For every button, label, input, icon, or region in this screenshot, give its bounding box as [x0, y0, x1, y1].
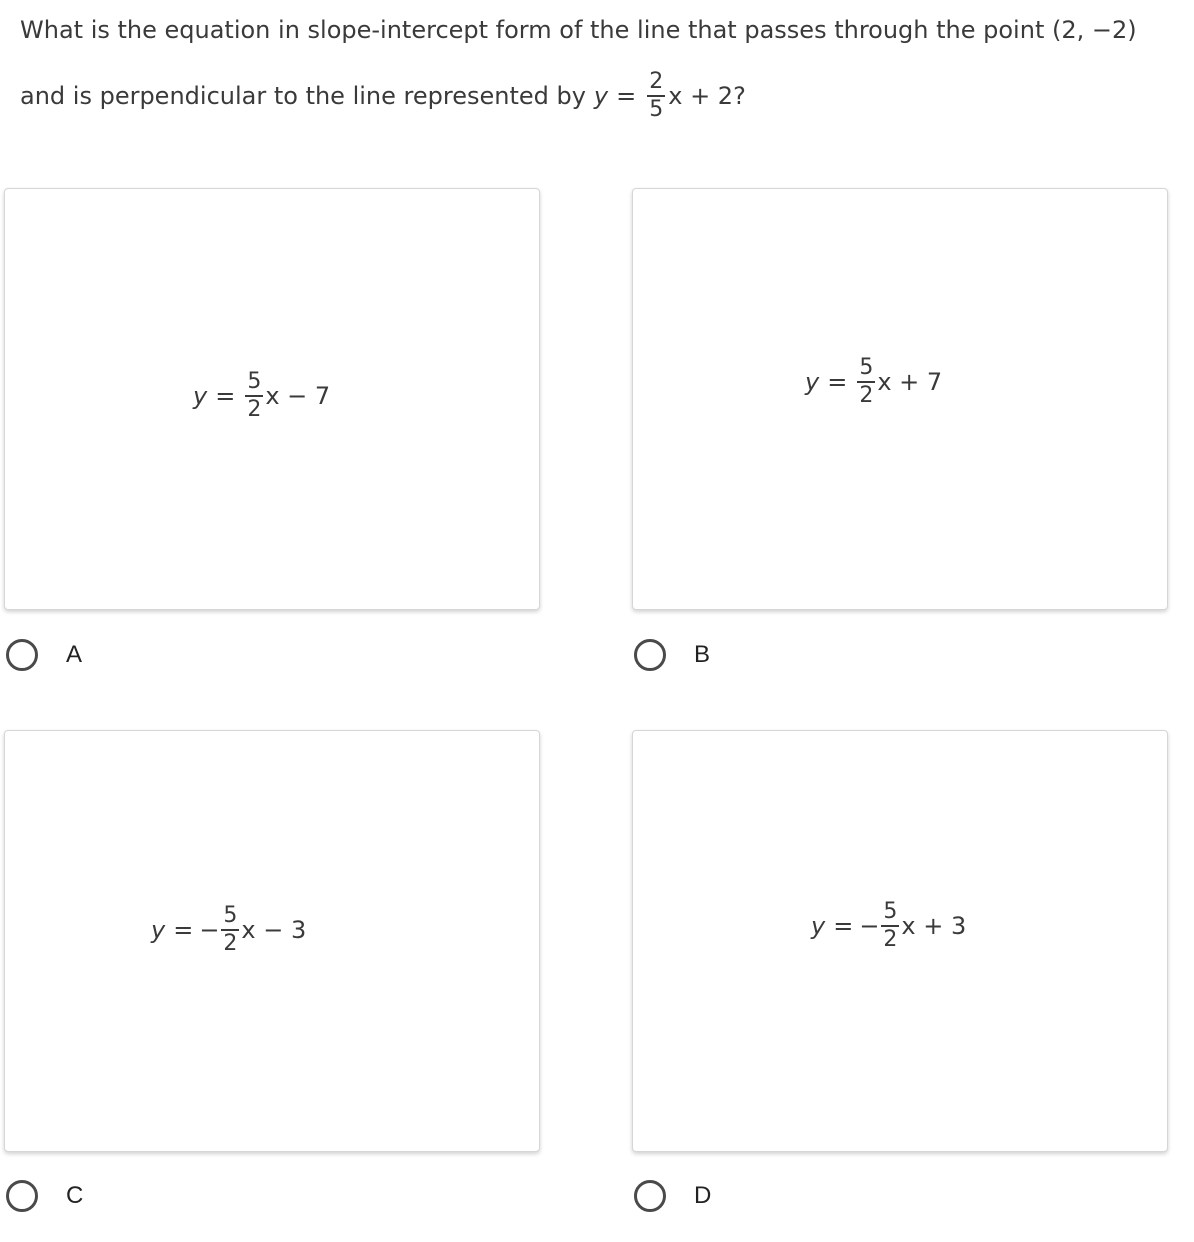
- equation-equals: =: [215, 382, 236, 410]
- equation-lhs: y: [193, 382, 208, 410]
- equation-fraction: [857, 357, 875, 407]
- radio-button-c[interactable]: [6, 1180, 38, 1212]
- equation-rest: x − 3: [241, 916, 307, 944]
- radio-button-b[interactable]: [634, 639, 666, 671]
- given-equation-lhs: y: [593, 82, 609, 110]
- option-d-label: D: [694, 1182, 712, 1209]
- given-equation-equals: =: [616, 82, 637, 110]
- answer-card-b[interactable]: [632, 188, 1168, 610]
- equation-sign: −: [859, 912, 880, 940]
- equation-sign: −: [199, 916, 220, 944]
- question-line-1: What is the equation in slope-intercept form of the line that passes through the point (2, −2): [20, 16, 1137, 44]
- equation-lhs: y: [151, 916, 166, 944]
- equation-equals: =: [173, 916, 194, 944]
- option-b-label: B: [694, 641, 711, 668]
- option-a-label: A: [66, 641, 83, 668]
- equation-lhs: y: [811, 912, 826, 940]
- equation-numerator: 5: [247, 369, 262, 394]
- option-b-equation: [805, 357, 942, 407]
- question-line-2: [20, 68, 746, 124]
- given-equation-fraction: [647, 71, 665, 121]
- equation-rest: x − 7: [265, 382, 331, 410]
- given-equation-denominator: 5: [649, 97, 664, 122]
- equation-equals: =: [833, 912, 854, 940]
- equation-numerator: 5: [223, 903, 238, 928]
- option-b[interactable]: [634, 639, 710, 671]
- equation-equals: =: [827, 368, 848, 396]
- option-d[interactable]: [634, 1180, 711, 1212]
- equation-denominator: 2: [247, 397, 262, 422]
- answer-card-c[interactable]: [4, 730, 540, 1152]
- equation-denominator: 2: [859, 383, 874, 408]
- equation-denominator: 2: [223, 931, 238, 956]
- equation-fraction: [881, 901, 899, 951]
- equation-rest: x + 7: [877, 368, 943, 396]
- given-equation-numerator: 2: [649, 69, 664, 94]
- equation-fraction: [221, 905, 239, 955]
- given-equation: [594, 71, 746, 121]
- radio-button-a[interactable]: [6, 639, 38, 671]
- option-c[interactable]: [6, 1180, 83, 1212]
- equation-fraction: [245, 371, 263, 421]
- option-a-equation: [193, 371, 330, 421]
- equation-numerator: 5: [859, 355, 874, 380]
- radio-button-d[interactable]: [634, 1180, 666, 1212]
- given-equation-rest: x + 2?: [668, 82, 746, 110]
- equation-numerator: 5: [883, 899, 898, 924]
- option-c-equation: [151, 905, 306, 955]
- question-line-2-text: and is perpendicular to the line represented by: [20, 82, 586, 110]
- equation-rest: x + 3: [901, 912, 967, 940]
- option-d-equation: [811, 901, 966, 951]
- equation-lhs: y: [805, 368, 820, 396]
- option-a[interactable]: [6, 639, 82, 671]
- equation-denominator: 2: [883, 927, 898, 952]
- option-c-label: C: [66, 1182, 84, 1209]
- answer-card-a[interactable]: [4, 188, 540, 610]
- answer-card-d[interactable]: [632, 730, 1168, 1152]
